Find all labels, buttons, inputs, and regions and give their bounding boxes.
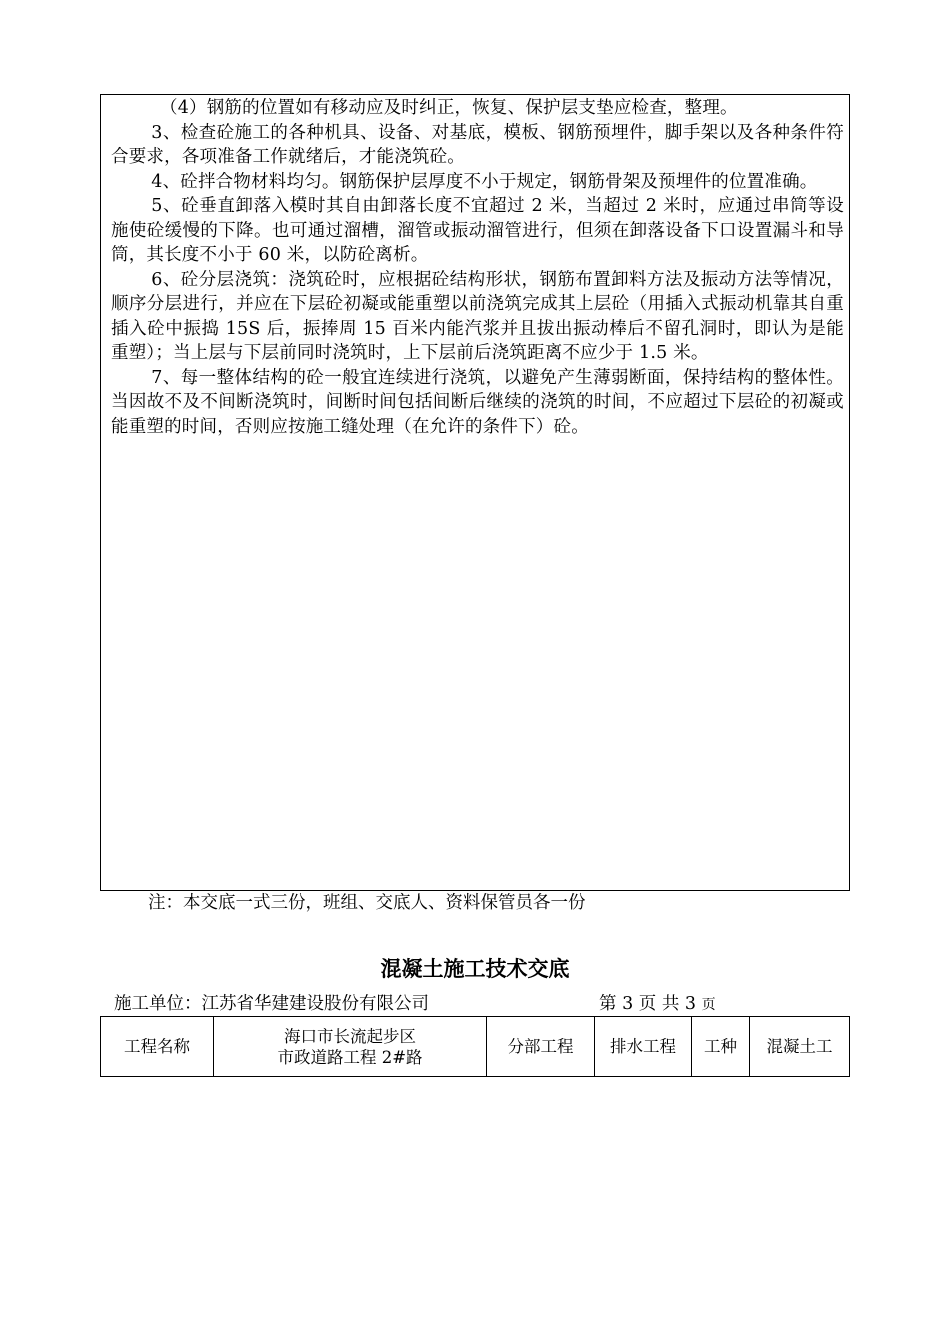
paragraph-6-layered-pour: 6、砼分层浇筑：浇筑砼时，应根据砼结构形状，钢筋布置卸料方法及振动方法等情况，顺序分层进行，并应在下层砼初凝或能重塑以前浇筑完成其上层砼（用插入式振动机靠其自重插入砼中振捣 15S 后，振捧周 15 百米内能汽浆并且拔出振动棒后不留孔洞时，即认为是能重塑）；当上层与下层前同时浇筑时，上下层前后浇筑距离不应少于 1.5 米。: [111, 269, 844, 363]
page-number-suffix: 页: [701, 997, 716, 1013]
sub-project-value: 排水工程: [595, 1017, 692, 1077]
page-title: 混凝土施工技术交底: [380, 956, 570, 981]
paragraph-5-vertical-drop: 5、砼垂直卸落入模时其自由卸落长度不宜超过 2 米，当超过 2 米时，应通过串筒等设施使砼缓慢的下降。也可通过溜槽，溜管或振动溜管进行，但须在卸落设备下口设置漏斗和导筒，其长度不小于 60 米，以防砼离析。: [111, 196, 844, 265]
paragraph-4-mix: 4、砼拌合物材料均匀。钢筋保护层厚度不小于规定，钢筋骨架及预埋件的位置准确。: [151, 171, 818, 192]
project-name-label: 工程名称: [101, 1017, 214, 1077]
project-name-line1: 海口市长流起步区: [284, 1026, 416, 1046]
project-info-table: [100, 1016, 850, 1077]
project-name-value: [214, 1017, 487, 1077]
trade-value: 混凝土工: [750, 1017, 850, 1077]
trade-label: 工种: [692, 1017, 750, 1077]
page-number: [599, 990, 716, 1015]
page-number-text: 第 3 页 共 3: [599, 994, 697, 1014]
construction-unit: 施工单位：江苏省华建建设股份有限公司: [114, 994, 429, 1014]
document-body: [111, 96, 844, 439]
project-name-line2: 市政道路工程 2#路: [277, 1047, 423, 1067]
distribution-note: 注：本交底一式三份，班组、交底人、资料保管员各一份: [148, 893, 586, 913]
paragraph-4-rebar: （4）钢筋的位置如有移动应及时纠正，恢复、保护层支垫应检查，整理。: [160, 98, 738, 118]
sub-project-label: 分部工程: [487, 1017, 595, 1077]
paragraph-7-continuous-pour: 7、每一整体结构的砼一般宜连续进行浇筑，以避免产生薄弱断面，保持结构的整体性。当因故不及不间断浇筑时，间断时间包括间断后继续的浇筑的时间，不应超过下层砼的初凝或能重塑的时间，否则应按施工缝处理（在允许的条件下）砼。: [111, 367, 844, 437]
paragraph-3-check-equipment: 3、检查砼施工的各种机具、设备、对基底，模板、钢筋预埋件，脚手架以及各种条件符合要求，各项准备工作就绪后，才能浇筑砼。: [111, 122, 844, 167]
